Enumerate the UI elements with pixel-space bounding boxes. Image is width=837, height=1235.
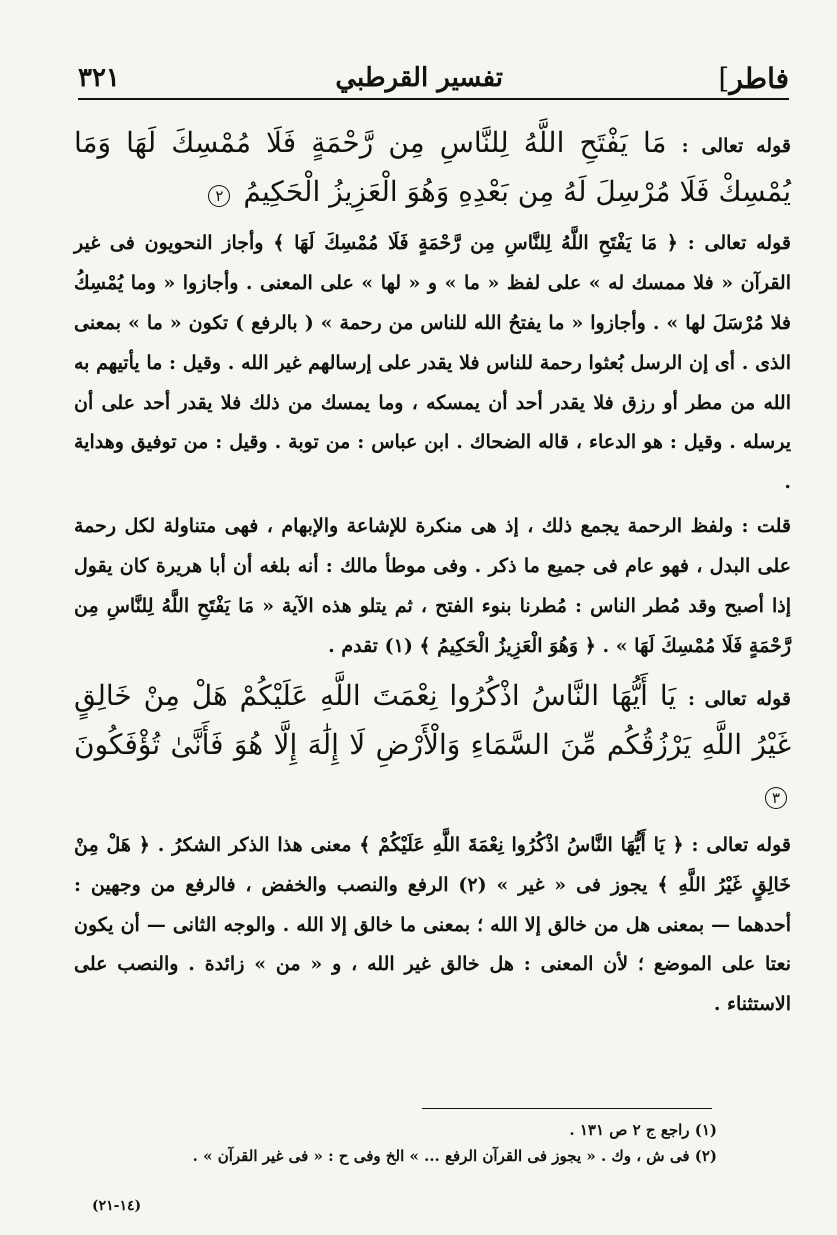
page-header (78, 58, 789, 100)
book-title: تفسير القرطبي (335, 63, 503, 93)
footnote-1: (١) راجع ج ٢ ص ١٣١ . (569, 1121, 717, 1139)
footnote-2: (٢) فى ش ، وك . « يجوز فى القرآن الرفع ... » الخ وفى ح : « فى غير القرآن » . (192, 1146, 717, 1165)
commentary-paragraph: قوله تعالى : ﴿ مَا يَفْتَحِ اللَّهُ لِلنَّاسِ مِن رَّحْمَةٍ فَلَا مُمْسِكَ لَهَا ﴾ وأجاز النحويون فى غير القرآن « فلا ممسك له » على لفظ « ما » و « لها » على المعنى . وأجازوا « وما يُمْسِكُ فلا مُرْسَلَ لها » . وأجازوا « ما يفتحُ الله للناس من رحمة » ( بالرفع ) تكون « ما » بمعنى الذى . أى إن الرسل بُعثوا رحمة للناس فلا يقدر على إرسالهم غير الله . وقيل : ما يأتيهم به الله من مطر أو رزق فلا يقدر أحد أن يمسكه ، وما يمسك من ذلك فلا يقدر أحد على أن يرسله . وقيل : هو الدعاء ، قاله الضحاك . ابن عباس : من توبة . وقيل : من توفيق وهداية . (74, 232, 791, 494)
surah-name: فاطر] (718, 61, 789, 95)
verse-text: يَا أَيُّهَا النَّاسُ اذْكُرُوا نِعْمَتَ اللَّهِ عَلَيْكُمْ هَلْ مِنْ خَالِقٍ غَيْرُ اللَّهِ يَرْزُقُكُم مِّنَ السَّمَاءِ وَالْأَرْضِ لَا إِلَٰهَ إِلَّا هُوَ فَأَنَّىٰ تُؤْفَكُونَ (74, 678, 791, 761)
verse-number-badge: ٢ (208, 185, 230, 207)
commentary-paragraph: قلت : ولفظ الرحمة يجمع ذلك ، إذ هى منكرة للإشاعة والإبهام ، فهى متناولة لكل رحمة على البدل ، فهو عام فى جميع ما ذكر . وفى موطأ مالك : أنه بلغه أن أبا هريرة كان يقول إذا أصبح وقد مُطر الناس : مُطرنا بنوء الفتح ، ثم يتلو هذه الآية « مَا يَفْتَحِ اللَّهُ لِلنَّاسِ مِن رَّحْمَةٍ فَلَا مُمْسِكَ لَهَا » . ﴿ وَهُوَ الْعَزِيزُ الْحَكِيمُ ﴾ (١) تقدم . (74, 515, 791, 657)
verse-number-badge: ٣ (765, 787, 787, 809)
verse-intro-label: قوله تعالى : (681, 135, 791, 157)
quran-verse (74, 671, 791, 818)
page-number: ٣٢١ (78, 63, 120, 93)
signature-mark: (١٤-٢١) (92, 1198, 142, 1214)
commentary-paragraph: قوله تعالى : ﴿ يَا أَيُّهَا النَّاسُ اذْكُرُوا نِعْمَةَ اللَّهِ عَلَيْكُمْ ﴾ معنى هذا الذكر الشكرُ . ﴿ هَلْ مِنْ خَالِقٍ غَيْرُ اللَّهِ ﴾ يجوز فى « غير » (٢) الرفع والنصب والخفض ، فالرفع من وجهين : أحدهما — بمعنى هل من خالق إلا الله ؛ بمعنى ما خالق إلا الله . والوجه الثانى — أن يكون نعتا على الموضع ؛ لأن المعنى : هل خالق غير الله ، و « من » زائدة . والنصب على الاستثناء . (74, 833, 791, 1016)
footnotes (60, 1118, 717, 1169)
quran-verse (74, 118, 791, 216)
page-body (74, 118, 791, 1029)
verse-intro-label: قوله تعالى : (688, 687, 791, 710)
verse-text: مَا يَفْتَحِ اللَّهُ لِلنَّاسِ مِن رَّحْمَةٍ فَلَا مُمْسِكَ لَهَا وَمَا يُمْسِكْ فَلَا مُرْسِلَ لَهُ مِن بَعْدِهِ وَهُوَ الْعَزِيزُ الْحَكِيمُ (74, 126, 791, 208)
footnote-divider (422, 1108, 712, 1109)
